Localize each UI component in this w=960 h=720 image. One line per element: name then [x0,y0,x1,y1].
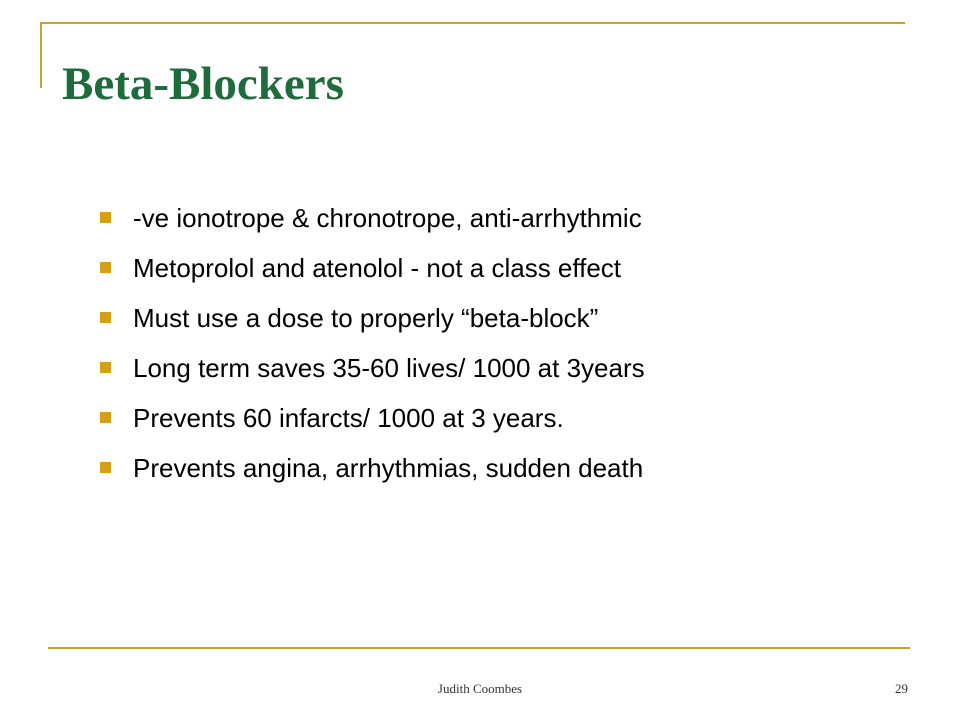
slide-number: 29 [895,681,908,696]
footer-rule [48,647,910,649]
frame-left-rule [40,22,42,88]
bullet-text: Long term saves 35-60 lives/ 1000 at 3years [133,353,645,383]
footer-author: Judith Coombes [437,681,523,696]
bullet-text: Prevents 60 infarcts/ 1000 at 3 years. [133,403,564,433]
bullet-text: -ve ionotrope & chronotrope, anti-arrhythmic [133,203,642,233]
square-bullet-icon [100,312,111,323]
bullet-text: Must use a dose to properly “beta-block” [133,303,599,333]
bullet-text: Metoprolol and atenolol - not a class effect [133,253,622,283]
square-bullet-icon [100,212,111,223]
square-bullet-icon [100,412,111,423]
frame-top-rule [40,22,905,24]
bullet-text: Prevents angina, arrhythmias, sudden death [133,453,644,483]
square-bullet-icon [100,262,111,273]
square-bullet-icon [100,362,111,373]
slide-title: Beta-Blockers [62,58,344,110]
square-bullet-icon [100,462,111,473]
